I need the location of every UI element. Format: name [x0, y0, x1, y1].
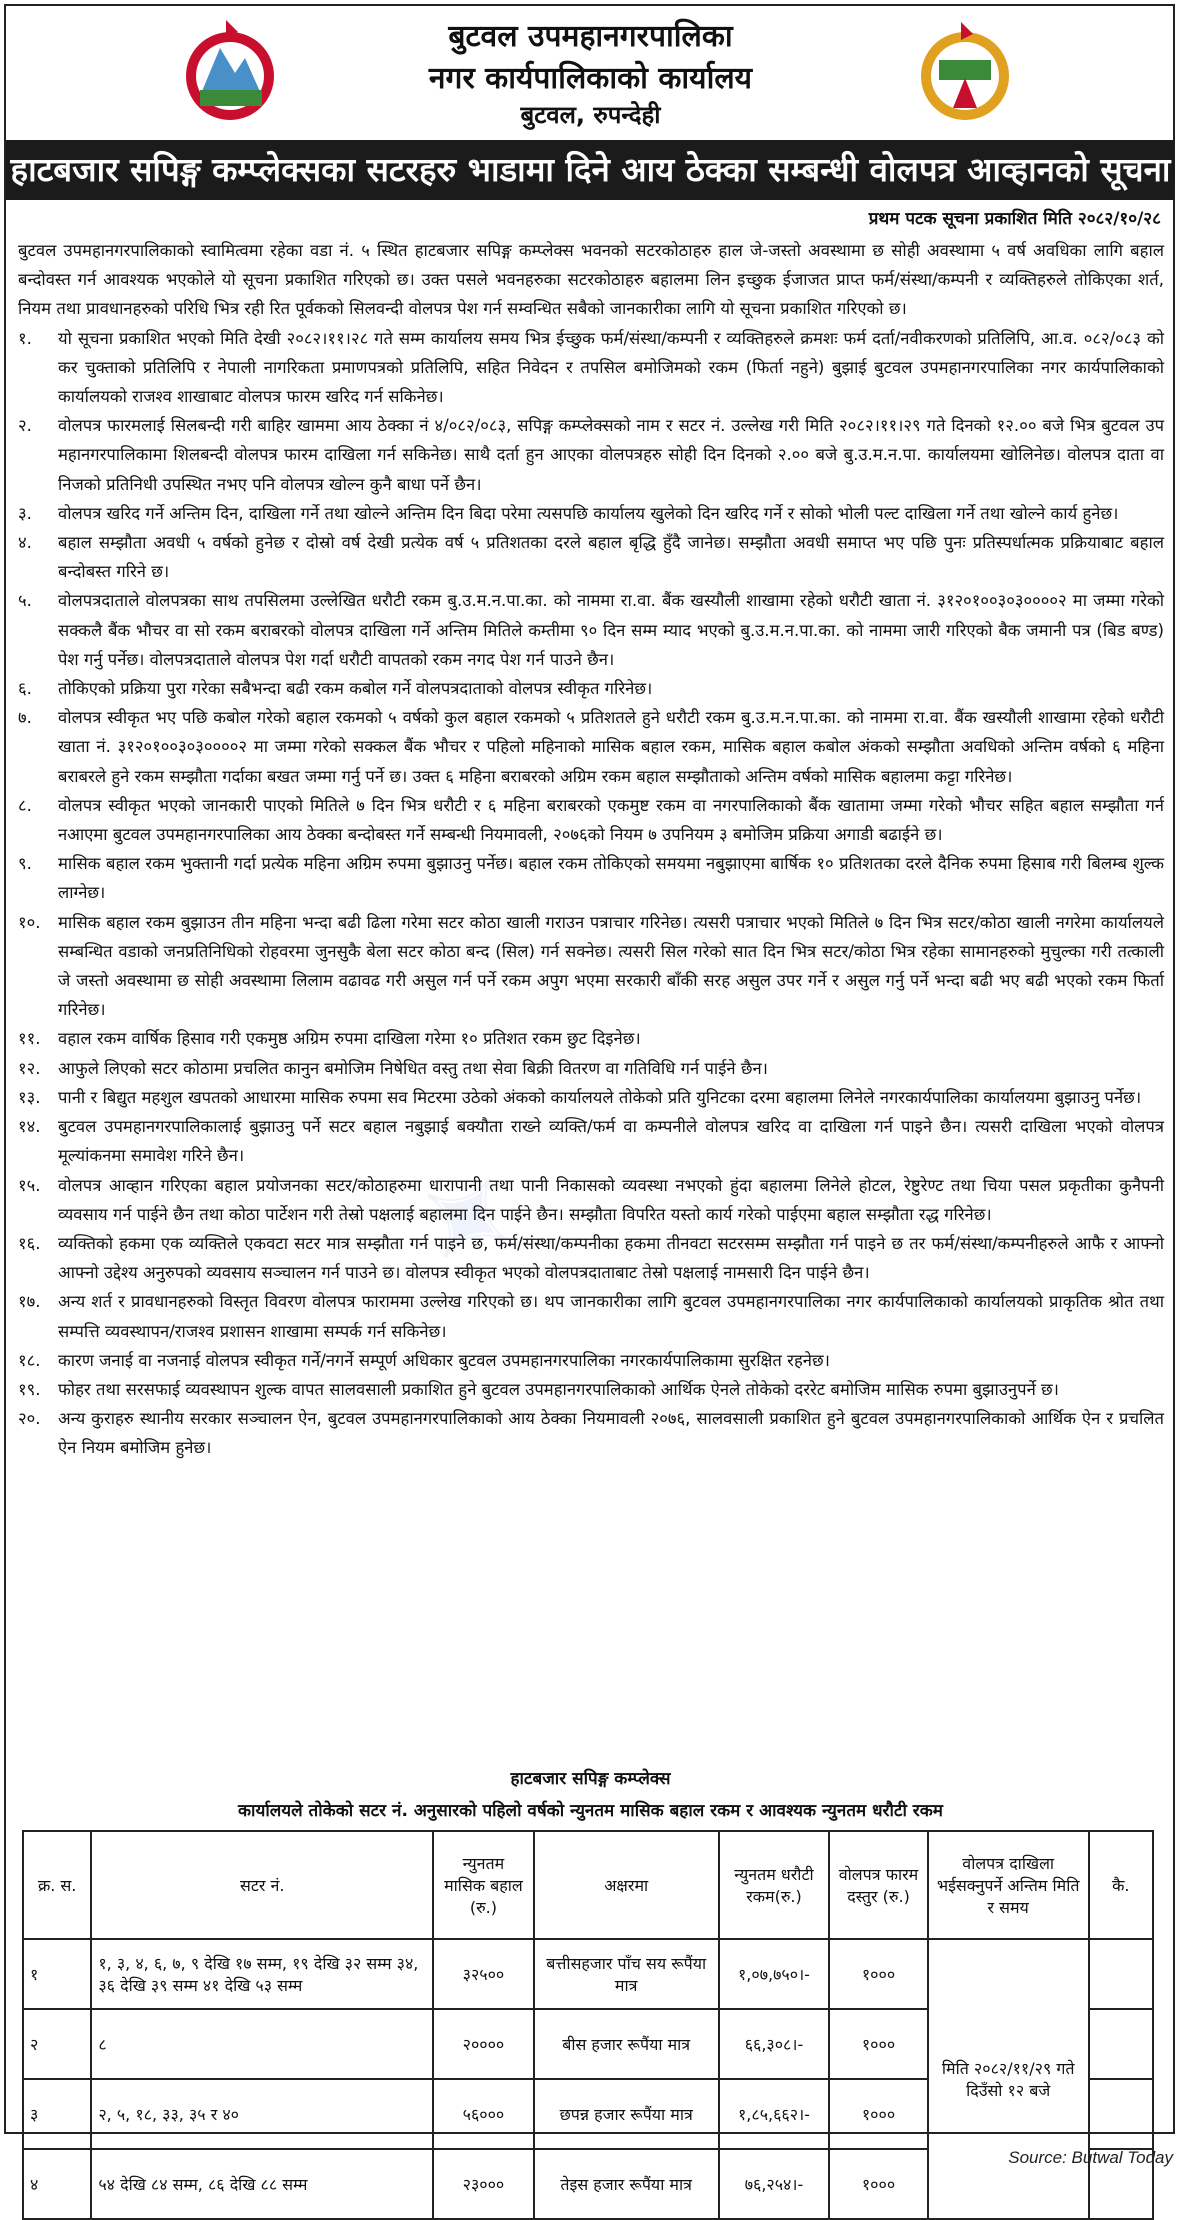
- watermark: ✦: [386, 1142, 554, 1297]
- col-deposit: न्युनतम धरौटी रकम(रु.): [719, 1831, 830, 1939]
- item-number: ५.: [18, 591, 32, 611]
- cell-deposit: १,८५,६६२।-: [719, 2079, 830, 2149]
- list-item: [18, 1024, 1164, 1053]
- item-text: वोलपत्र फारमलाई सिलबन्दी गरी बाहिर खाममा आय ठेक्का नं ४/०८२/०८३, सपिङ्ग कम्प्लेक्सको नाम र सटर नं. उल्लेख गरी मिति २०८२।११।२९ गते दिनको १२.०० बजे भित्र बुटवल उप महानगरपालिकामा शिलबन्दी वोलपत्र फारम दाखिला गर्न सकिनेछ। साथै दर्ता हुन आएका वोलपत्रहरु सोही दिन दिनको २.०० बजे बु.उ.म.न.पा. कार्यालयमा खोलिनेछ। वोलपत्र दाता वा निजको प्रतिनिधी उपस्थित नभए पनि वोलपत्र खोल्न कुनै बाधा पर्ने छैन।: [58, 416, 1164, 494]
- item-text: मासिक बहाल रकम बुझाउन तीन महिना भन्दा बढी ढिला गरेमा सटर कोठा खाली गराउन पत्राचार गरिनेछ। त्यसरी पत्राचार भएको मितिले ७ दिन भित्र सटर/कोठा खाली नगरेमा कार्यालयले सम्बन्धित वडाको जनप्रतिनिधिको रोहवरमा जुनसुकै बेला सटर कोठा बन्द (सिल) गर्न सक्नेछ। त्यसरी सिल गरेको सात दिन भित्र सटर/कोठा भित्र रहेका सामानहरुको मुचुल्का गरी तत्काली जे जस्तो अवस्थामा छ सोही अवस्थामा लिलाम वढावढ गरी असुल गर्न पर्ने रकम अपुग भएमा सरकारी बाँकी सरह असुल उपर गर्ने र असुल गर्नु पर्ने भन्दा बढी भए बढी भएको रकम फिर्ता गरिनेछ।: [58, 912, 1164, 1020]
- table-title: हाटबजार सपिङ्ग कम्प्लेक्स: [510, 1769, 671, 1789]
- list-item: [18, 1375, 1164, 1404]
- item-number: १६.: [18, 1233, 41, 1253]
- cell-sn: ३: [23, 2079, 91, 2149]
- intro-paragraph: बुटवल उपमहानगरपालिकाको स्वामित्वमा रहेका वडा नं. ५ स्थित हाटबजार सपिङ्ग कम्प्लेक्स भवनको सटरकोठाहरु हाल जे-जस्तो अवस्थामा छ सोही अवस्थामा ५ वर्ष अवधिका लागि बहाल बन्दोवस्त गर्न आवश्यक भएकोले यो सूचना प्रकाशित गरिएको छ। उक्त पसले भवनहरुका सटरकोठाहरु बहालमा लिन इच्छुक ईजाजत प्राप्त फर्म/संस्था/कम्पनी र व्यक्तिहरुले तोकिएका शर्त, नियम तथा प्रावधानहरुको परिधि भित्र रही रित पूर्वकको सिलवन्दी वोलपत्र पेश गर्न सम्वन्धित सबैको जानकारीका लागि यो सूचना प्रकाशित गरिएको छ।: [18, 241, 1164, 319]
- cell-rent: ३२५००: [433, 1939, 534, 2009]
- list-item: [18, 1404, 1164, 1462]
- item-text: वोलपत्र स्वीकृत भए पछि कबोल गरेको बहाल रकमको ५ वर्षको कुल बहाल रकमको ५ प्रतिशतले हुने धरौटी रकम बु.उ.म.न.पा.का. को नाममा रा.वा. बैंक खस्यौली शाखामा रहेको धरौटी खाता नं. ३१२०१००३०३००००२ मा जम्मा गरेको सक्कल बैंक भौचर र पहिलो महिनाको मासिक बहाल रकम, मासिक बहाल कबोल अंकको सम्झौता अवधिको अन्तिम वर्षको ६ महिना बराबरले हुने रकम सम्झौता गर्दाका बखत जम्मा गर्नु पर्ने छ। उक्त ६ महिना बराबरको अग्रिम रकम बहाल सम्झौताको अन्तिम वर्षको मासिक बहालमा कट्टा गरिनेछ।: [58, 708, 1164, 786]
- cell-deposit: १,०७,७५०।-: [719, 1939, 830, 2009]
- item-number: १.: [18, 328, 32, 348]
- cell-sn: १: [23, 1939, 91, 2009]
- list-item: [18, 499, 1164, 528]
- list-item: [18, 411, 1164, 499]
- item-text: पानी र बिद्युत महशुल खपतको आधारमा मासिक रुपमा सव मिटरमा उठेको अंकको कार्यालयले तोकेको प्रति युनिटका दरमा बहालमा लिनेले नगरकार्यपालिका कार्यालयमा बुझाउनु पर्नेछ।: [58, 1087, 1142, 1107]
- cell-rent: ५६०००: [433, 2079, 534, 2149]
- item-number: २०.: [18, 1409, 41, 1429]
- cell-rent: २३०००: [433, 2149, 534, 2219]
- item-number: १८.: [18, 1350, 41, 1370]
- list-item: [18, 1287, 1164, 1345]
- office-name: नगर कार्यपालिकाको कार्यालय: [428, 61, 753, 96]
- item-text: वोलपत्र आव्हान गरिएका बहाल प्रयोजनका सटर/कोठाहरुमा धारापानी तथा पानी निकासको व्यवस्था नभएको हुंदा बहालमा लिनेले होटल, रेष्टुरेण्ट तथा चिया पसल प्रकृतीका कुनैपनी व्यवसाय गर्न पाईने छैन तथा कोठा पार्टेशन गरी तेस्रो पक्षलाई बहालमा दिन पाईने छैन। सम्झौता विपरित यस्तो कार्य गरेको पाईएमा बहाल सम्झौता रद्ध गरिनेछ।: [58, 1175, 1164, 1224]
- item-number: १४.: [18, 1117, 41, 1137]
- cell-fee: १०००: [829, 1939, 928, 2009]
- item-number: १२.: [18, 1058, 41, 1078]
- list-item: [18, 1112, 1164, 1170]
- item-text: बहाल सम्झौता अवधी ५ वर्षको हुनेछ र दोस्रो वर्ष देखी प्रत्येक वर्ष ५ प्रतिशतका दरले बहाल बृद्धि हुँदै जानेछ। सम्झौता अवधी समाप्त भए पछि पुनः प्रतिस्पर्धात्मक प्रक्रियाबाट बहाल बन्दोबस्त गरिने छ।: [58, 533, 1164, 582]
- item-number: १०.: [18, 912, 41, 932]
- col-deadline: वोलपत्र दाखिला भईसक्नुपर्ने अन्तिम मिति र समय: [928, 1831, 1089, 1939]
- cell-deposit: ७६,२५४।-: [719, 2149, 830, 2219]
- office-location: बुटवल, रुपन्देही: [520, 101, 661, 129]
- cell-fee: १०००: [829, 2079, 928, 2149]
- cell-fee: १०००: [829, 2149, 928, 2219]
- municipality-name: बुटवल उपमहानगरपालिका: [448, 19, 733, 54]
- col-rent: न्युनतम मासिक बहाल (रु.): [433, 1831, 534, 1939]
- item-text: आफुले लिएको सटर कोठामा प्रचलित कानुन बमोजिम निषेधित वस्तु तथा सेवा बिक्री वितरण वा गतिविधि गर्न पाईने छैन।: [58, 1058, 768, 1078]
- item-number: ८.: [18, 795, 32, 815]
- item-text: तोकिएको प्रक्रिया पुरा गरेका सबैभन्दा बढी रकम कबोल गर्ने वोलपत्रदाताको वोलपत्र स्वीकृत गरिनेछ।: [58, 679, 653, 699]
- col-fee: वोलपत्र फारम दस्तुर (रु.): [829, 1831, 928, 1939]
- item-text: कारण जनाई वा नजनाई वोलपत्र स्वीकृत गर्ने/नगर्ने सम्पूर्ण अधिकार बुटवल उपमहानगरपालिका नगरकार्यपालिकामा सुरक्षित रहनेछ।: [58, 1350, 830, 1370]
- item-text: वहाल रकम वार्षिक हिसाव गरी एकमुष्ठ अग्रिम रुपमा दाखिला गरेमा १० प्रतिशत रकम छुट दिइनेछ।: [58, 1029, 641, 1049]
- list-item: [18, 908, 1164, 1025]
- publish-date: प्रथम पटक सूचना प्रकाशित मिति २०८२/१०/२८: [868, 209, 1161, 229]
- cell-words: बत्तीसहजार पाँच सय रूपैंया मात्र: [534, 1939, 719, 2009]
- col-words: अक्षरमा: [534, 1831, 719, 1939]
- conditions-list: [18, 324, 1164, 1463]
- header: [0, 0, 1181, 136]
- list-item: [18, 586, 1164, 674]
- cell-words: छपन्न हजार रूपैंया मात्र: [534, 2079, 719, 2149]
- list-item: [18, 1054, 1164, 1083]
- cell-words: तेइस हजार रूपैंया मात्र: [534, 2149, 719, 2219]
- item-text: अन्य कुराहरु स्थानीय सरकार सञ्चालन ऐन, बुटवल उपमहानगरपालिकाको आय ठेक्का नियमावली २०७६, सालवसाली प्रकाशित हुने बुटवल उपमहानगरपालिकाको आर्थिक ऐन र प्रचलित ऐन नियम बमोजिम हुनेछ।: [58, 1409, 1164, 1458]
- list-item: [18, 703, 1164, 791]
- cell-remarks: [1089, 2009, 1153, 2079]
- list-item: [18, 849, 1164, 907]
- item-text: फोहर तथा सरसफाई व्यवस्थापन शुल्क वापत सालवसाली प्रकाशित हुने बुटवल उपमहानगरपालिकाको आर्थिक ऐनले तोकेको दररेट बमोजिम मासिक रुपमा बुझाउनुपर्ने छ।: [58, 1379, 1059, 1399]
- item-number: ४.: [18, 533, 32, 553]
- item-text: अन्य शर्त र प्रावधानहरुको विस्तृत विवरण वोलपत्र फाराममा उल्लेख गरिएको छ। थप जानकारीका लागि बुटवल उपमहानगरपालिका नगर कार्यपालिकाको कार्यालयको प्राकृतिक श्रोत तथा सम्पत्ति व्यवस्थापन/राजश्व प्रशासन शाखामा सम्पर्क गर्न सकिनेछ।: [58, 1292, 1164, 1341]
- cell-remarks: [1089, 1939, 1153, 2009]
- table-header-row: [23, 1831, 1153, 1939]
- table-row: [23, 1939, 1153, 2009]
- cell-shutters: ८: [91, 2009, 433, 2079]
- cell-shutters: २, ५, १८, ३३, ३५ र ४०: [91, 2079, 433, 2149]
- list-item: [18, 1229, 1164, 1287]
- item-number: १५.: [18, 1175, 41, 1195]
- list-item: [18, 1171, 1164, 1229]
- item-number: १३.: [18, 1087, 41, 1107]
- cell-sn: २: [23, 2009, 91, 2079]
- cell-deadline: मिति २०८२/११/२९ गते दिउँसो १२ बजे: [928, 1939, 1089, 2219]
- source-credit: Source: Butwal Today: [1008, 2148, 1173, 2167]
- cell-sn: ४: [23, 2149, 91, 2219]
- list-item: [18, 324, 1164, 412]
- table-subtitle: कार्यालयले तोकेको सटर नं. अनुसारको पहिलो वर्षको न्युनतम मासिक बहाल रकम र आवश्यक न्युनतम धरौटी रकम: [238, 1801, 943, 1821]
- item-text: मासिक बहाल रकम भुक्तानी गर्दा प्रत्येक महिना अग्रिम रुपमा बुझाउनु पर्नेछ। बहाल रकम तोकिएको समयमा नबुझाएमा बार्षिक १० प्रतिशतका दरले दैनिक रुपमा हिसाब गरी बिलम्ब शुल्क लाग्नेछ।: [58, 854, 1164, 903]
- cell-shutters: ५४ देखि ८४ सम्म, ८६ देखि ८८ सम्म: [91, 2149, 433, 2219]
- notice-title: हाटबजार सपिङ्ग कम्प्लेक्सका सटरहरु भाडामा दिने आय ठेक्का सम्बन्धी वोलपत्र आव्हानको सूचना: [6, 140, 1175, 200]
- item-text: यो सूचना प्रकाशित भएको मिति देखी २०८२।११।२८ गते सम्म कार्यालय समय भित्र ईच्छुक फर्म/संस्था/कम्पनी र व्यक्तिहरुले क्रमशः फर्म दर्ता/नवीकरणको प्रतिलिपि, आ.व. ०८२/०८३ को कर चुक्ताको प्रतिलिपि र नेपाली नागरिकता प्रमाणपत्रको प्रतिलिपि, सहित निवेदन र तपसिल बमोजिमको रकम (फिर्ता नहुने) बुझाई बुटवल उपमहानगरपालिका नगर कार्यपालिकाको कार्यालयको राजश्व शाखाबाट वोलपत्र फारम खरिद गर्न सकिनेछ।: [58, 328, 1164, 407]
- cell-words: बीस हजार रूपैंया मात्र: [534, 2009, 719, 2079]
- item-number: १९.: [18, 1379, 41, 1399]
- item-text: वोलपत्र खरिद गर्ने अन्तिम दिन, दाखिला गर्ने तथा खोल्ने अन्तिम दिन बिदा परेमा त्यसपछि कार्यालय खुलेको दिन खरिद गर्ने र सोको भोली पल्ट दाखिला गर्ने तथा खोल्ने कार्य हुनेछ।: [58, 503, 1119, 523]
- item-text: बुटवल उपमहानगरपालिकालाई बुझाउनु पर्ने सटर बहाल नबुझाई बक्यौता राख्ने व्यक्ति/फर्म वा कम्पनीले वोलपत्र खरिद वा दाखिला गर्न पाइने छैन। त्यसरी दाखिला भएको वोलपत्र मूल्यांकनमा समावेश गरिने छैन।: [58, 1117, 1164, 1166]
- item-number: ११.: [18, 1029, 41, 1049]
- item-text: वोलपत्र स्वीकृत भएको जानकारी पाएको मितिले ७ दिन भित्र धरौटी र ६ महिना बराबरको एकमुष्ट रकम वा नगरपालिकाको बैंक खातामा जम्मा गरेको भौचर सहित बहाल सम्झौता गर्न नआएमा बुटवल उपमहानगरपालिका आय ठेक्का बन्दोबस्त गर्ने सम्बन्धी नियमावली, २०७६को नियम ७ उपनियम ३ बमोजिम प्रक्रिया अगाडी बढाईने छ।: [58, 795, 1164, 845]
- cell-shutters: १, ३, ४, ६, ७, ९ देखि १७ सम्म, १९ देखि ३२ सम्म ३४, ३६ देखि ३९ सम्म ४१ देखि ५३ सम्म: [91, 1939, 433, 2009]
- cell-rent: २००००: [433, 2009, 534, 2079]
- cell-remarks: [1089, 2079, 1153, 2149]
- list-item: [18, 791, 1164, 849]
- item-number: ३.: [18, 503, 32, 523]
- item-number: ७.: [18, 708, 32, 728]
- list-item: [18, 528, 1164, 586]
- item-text: वोलपत्रदाताले वोलपत्रका साथ तपसिलमा उल्लेखित धरौटी रकम बु.उ.म.न.पा.का. को नाममा रा.वा. बैंक खस्यौली शाखामा रहेको धरौटी खाता नं. ३१२०१००३०३००००२ मा जम्मा गरेको सक्कलै बैंक भौचर वा सो रकम बराबरको वोलपत्र दाखिला गर्ने अन्तिम मितिले कम्तीमा ९० दिन सम्म म्याद भएको बु.उ.म.न.पा.का. को नाममा जारी गरिएको बैक जमानी पत्र (बिड बण्ड) पेश गर्नु पर्नेछ। वोलपत्रदाताले वोलपत्र पेश गर्दा धरौटी वापतको रकम नगद पेश गर्न पाउने छैन।: [58, 591, 1164, 669]
- cell-fee: १०००: [829, 2009, 928, 2079]
- col-remarks: कै.: [1089, 1831, 1153, 1939]
- item-number: ९.: [18, 854, 32, 874]
- rent-table: [22, 1830, 1154, 2220]
- col-sn: क्र. स.: [23, 1831, 91, 1939]
- list-item: [18, 1083, 1164, 1112]
- item-text: व्यक्तिको हकमा एक व्यक्तिले एकवटा सटर मात्र सम्झौता गर्न पाइने छ, फर्म/संस्था/कम्पनीका हकमा तीनवटा सटरसम्म सम्झौता गर्न पाइने छ तर फर्म/संस्था/कम्पनीहरुले आफै र आफ्नो आफ्नो उद्देश्य अनुरुपको व्यवसाय सञ्चालन गर्न पाउने छ। वोलपत्र स्वीकृत भएको वोलपत्रदाताबाट तेस्रो पक्षलाई नामसारी दिन पाईने छैन।: [58, 1233, 1164, 1283]
- list-item: [18, 1346, 1164, 1375]
- item-number: ६.: [18, 679, 32, 699]
- item-number: १७.: [18, 1292, 41, 1312]
- notice-body: [18, 236, 1164, 1463]
- cell-deposit: ६६,३०८।-: [719, 2009, 830, 2079]
- list-item: [18, 674, 1164, 703]
- col-shutter: सटर नं.: [91, 1831, 433, 1939]
- item-number: २.: [18, 416, 32, 436]
